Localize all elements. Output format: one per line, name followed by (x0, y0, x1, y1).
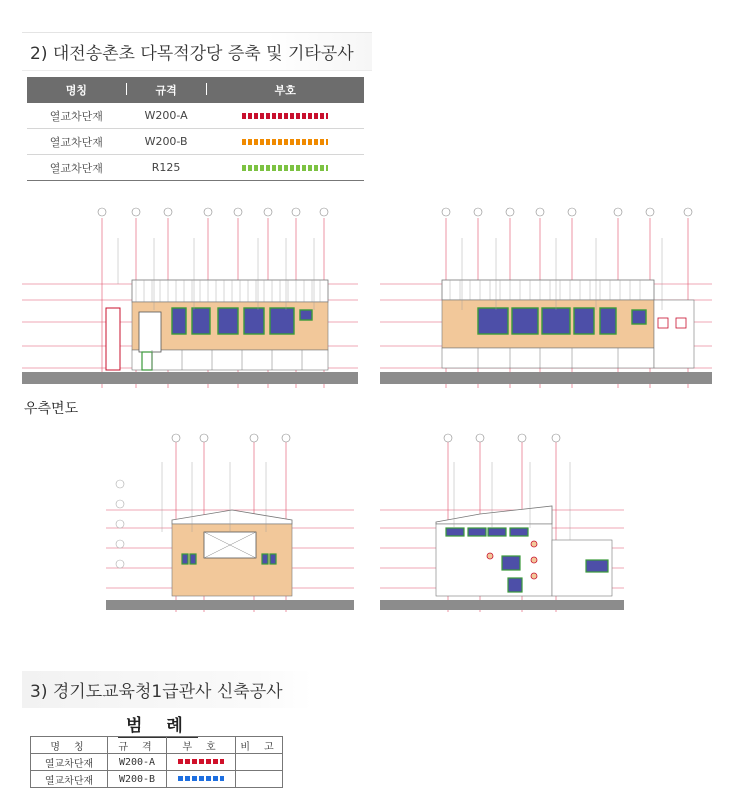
legend2-note (236, 771, 283, 788)
red-dashed-symbol (242, 113, 328, 119)
legend-spec: W200-A (126, 103, 207, 129)
legend2-header-symbol: 부 호 (167, 737, 236, 754)
legend-name: 열교차단재 (27, 155, 126, 181)
elevation-caption: 우측면도 (24, 401, 79, 417)
legend2-name: 열교차단재 (31, 754, 108, 771)
legend-spec: W200-B (126, 129, 207, 155)
section-3-title: 3) 경기도교육청1급관사 신축공사 (22, 671, 312, 708)
legend-table-section2 (27, 77, 364, 181)
legend-header-name: 명칭 (27, 77, 126, 103)
legend2-header-spec: 규 격 (108, 737, 167, 754)
legend-name: 열교차단재 (27, 129, 126, 155)
legend2-row (31, 771, 283, 788)
legend2-spec: W200-B (108, 771, 167, 788)
legend-spec: R125 (126, 155, 207, 181)
legend2-header-note: 비 고 (236, 737, 283, 754)
red-dashed-symbol (178, 759, 224, 764)
legend-row (27, 155, 364, 181)
legend-name: 열교차단재 (27, 103, 126, 129)
legend2-name: 열교차단재 (31, 771, 108, 788)
legend-header-symbol: 부호 (206, 77, 364, 103)
elevation-drawing-3 (106, 428, 356, 614)
section-2-title: 2) 대전송촌초 다목적강당 증축 및 기타공사 (22, 32, 372, 71)
legend2-header-name: 명 칭 (31, 737, 108, 754)
legend-title: 범 례 (118, 711, 198, 738)
orange-dashed-symbol (242, 139, 328, 145)
legend-header-spec: 규격 (126, 77, 207, 103)
legend-row (27, 103, 364, 129)
elevation-drawing-1 (22, 200, 362, 390)
legend-row (27, 129, 364, 155)
legend-table-section3 (30, 736, 283, 788)
legend2-spec: W200-A (108, 754, 167, 771)
green-dashed-symbol (242, 165, 328, 171)
elevation-drawing-4 (380, 428, 626, 614)
legend2-row (31, 754, 283, 771)
blue-dashed-symbol (178, 776, 224, 781)
legend2-note (236, 754, 283, 771)
elevation-drawing-2 (380, 200, 716, 390)
